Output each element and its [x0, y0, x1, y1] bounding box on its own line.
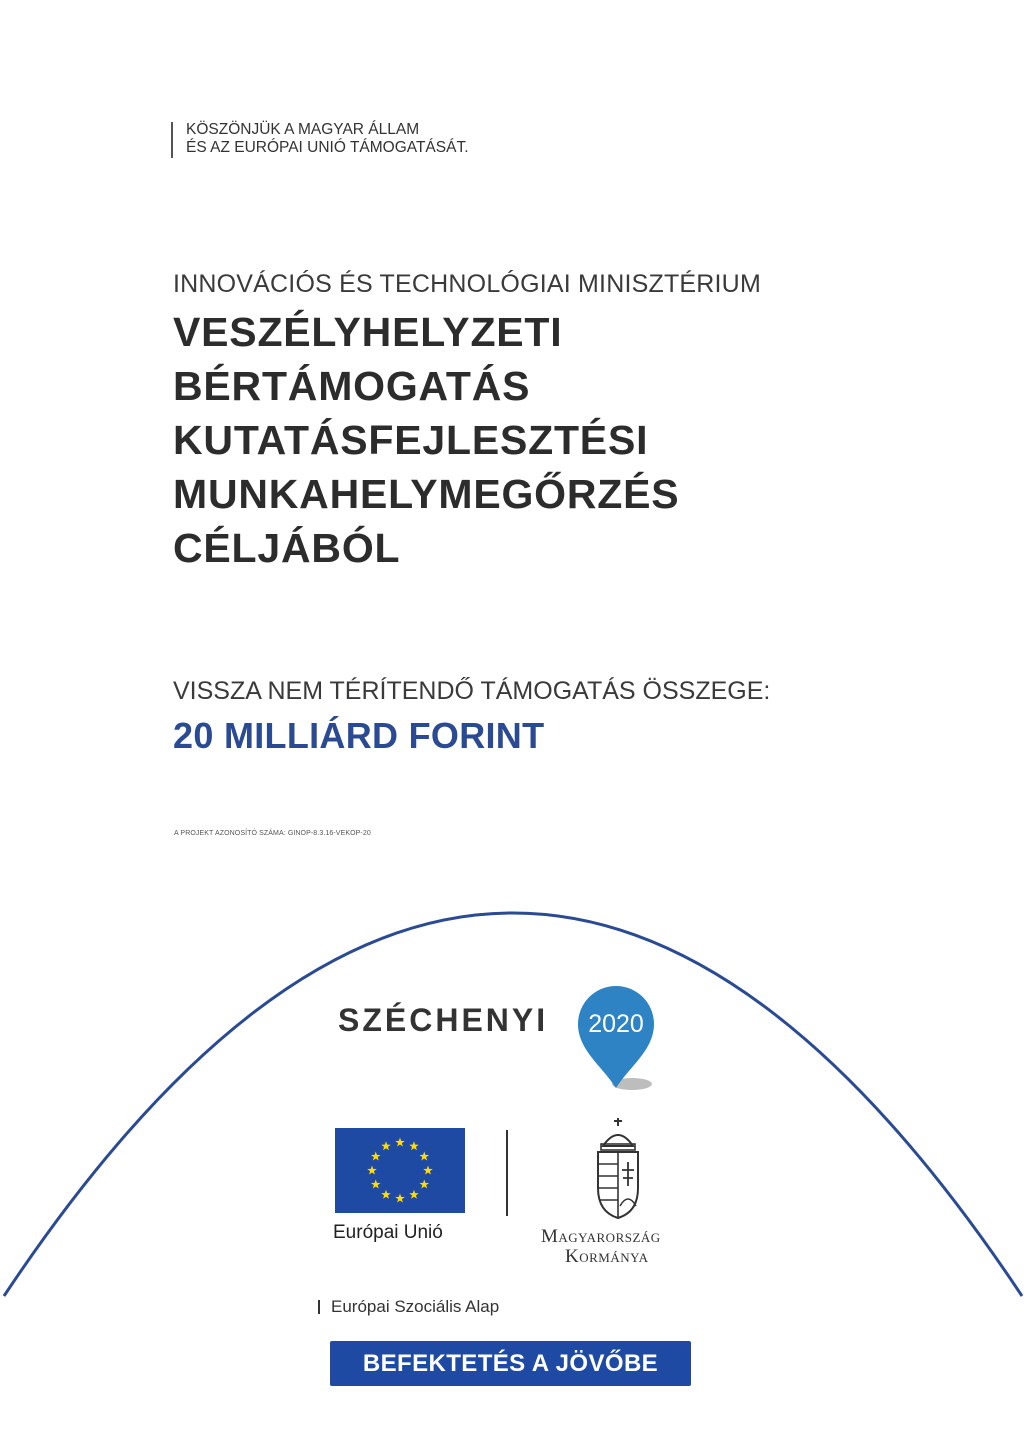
title-line-3: KUTATÁSFEJLESZTÉSI — [173, 417, 649, 463]
eu-label: Európai Unió — [333, 1222, 443, 1243]
szechenyi-year: 2020 — [588, 1010, 644, 1038]
title-line-4: MUNKAHELYMEGŐRZÉS — [173, 471, 680, 517]
eu-star-icon — [381, 1190, 391, 1199]
title-line-1: VESZÉLYHELYZETI — [173, 309, 563, 355]
eu-star-icon — [381, 1141, 391, 1150]
eu-star-icon — [367, 1166, 377, 1175]
eu-star-icon — [395, 1194, 405, 1203]
title-line-2: BÉRTÁMOGATÁS — [173, 363, 531, 409]
gov-line-2: Kormánya — [565, 1246, 649, 1267]
logo-divider — [506, 1130, 508, 1216]
esf-divider — [318, 1300, 320, 1314]
eu-star-icon — [371, 1152, 381, 1161]
eu-star-icon — [423, 1166, 433, 1175]
support-label: VISSZA NEM TÉRÍTENDŐ TÁMOGATÁS ÖSSZEGE: — [173, 677, 771, 705]
support-amount: 20 MILLIÁRD FORINT — [173, 715, 545, 756]
thanks-line-2: ÉS AZ EURÓPAI UNIÓ TÁMOGATÁSÁT. — [186, 139, 469, 156]
project-id: A PROJEKT AZONOSÍTÓ SZÁMA: GINOP-8.3.16-VEKOP-20 — [174, 830, 371, 837]
eu-star-icon — [395, 1138, 405, 1147]
eu-star-icon — [409, 1190, 419, 1199]
szechenyi-logo-text: SZÉCHENYI — [338, 1002, 549, 1038]
ministry-name: INNOVÁCIÓS ÉS TECHNOLÓGIAI MINISZTÉRIUM — [173, 270, 761, 298]
eu-star-icon — [419, 1152, 429, 1161]
invest-banner: BEFEKTETÉS A JÖVŐBE — [330, 1341, 691, 1386]
title-line-5: CÉLJÁBÓL — [173, 525, 401, 571]
thanks-line-1: KÖSZÖNJÜK A MAGYAR ÁLLAM — [186, 121, 420, 138]
gov-line-1: Magyarország — [541, 1226, 661, 1247]
hungary-coat-of-arms-icon — [593, 1116, 643, 1222]
esf-label: Európai Szociális Alap — [331, 1297, 500, 1316]
szechenyi-pin-icon — [572, 980, 662, 1095]
eu-star-icon — [409, 1141, 419, 1150]
eu-star-icon — [371, 1180, 381, 1189]
eu-star-icon — [419, 1180, 429, 1189]
eu-flag-icon — [335, 1128, 465, 1213]
